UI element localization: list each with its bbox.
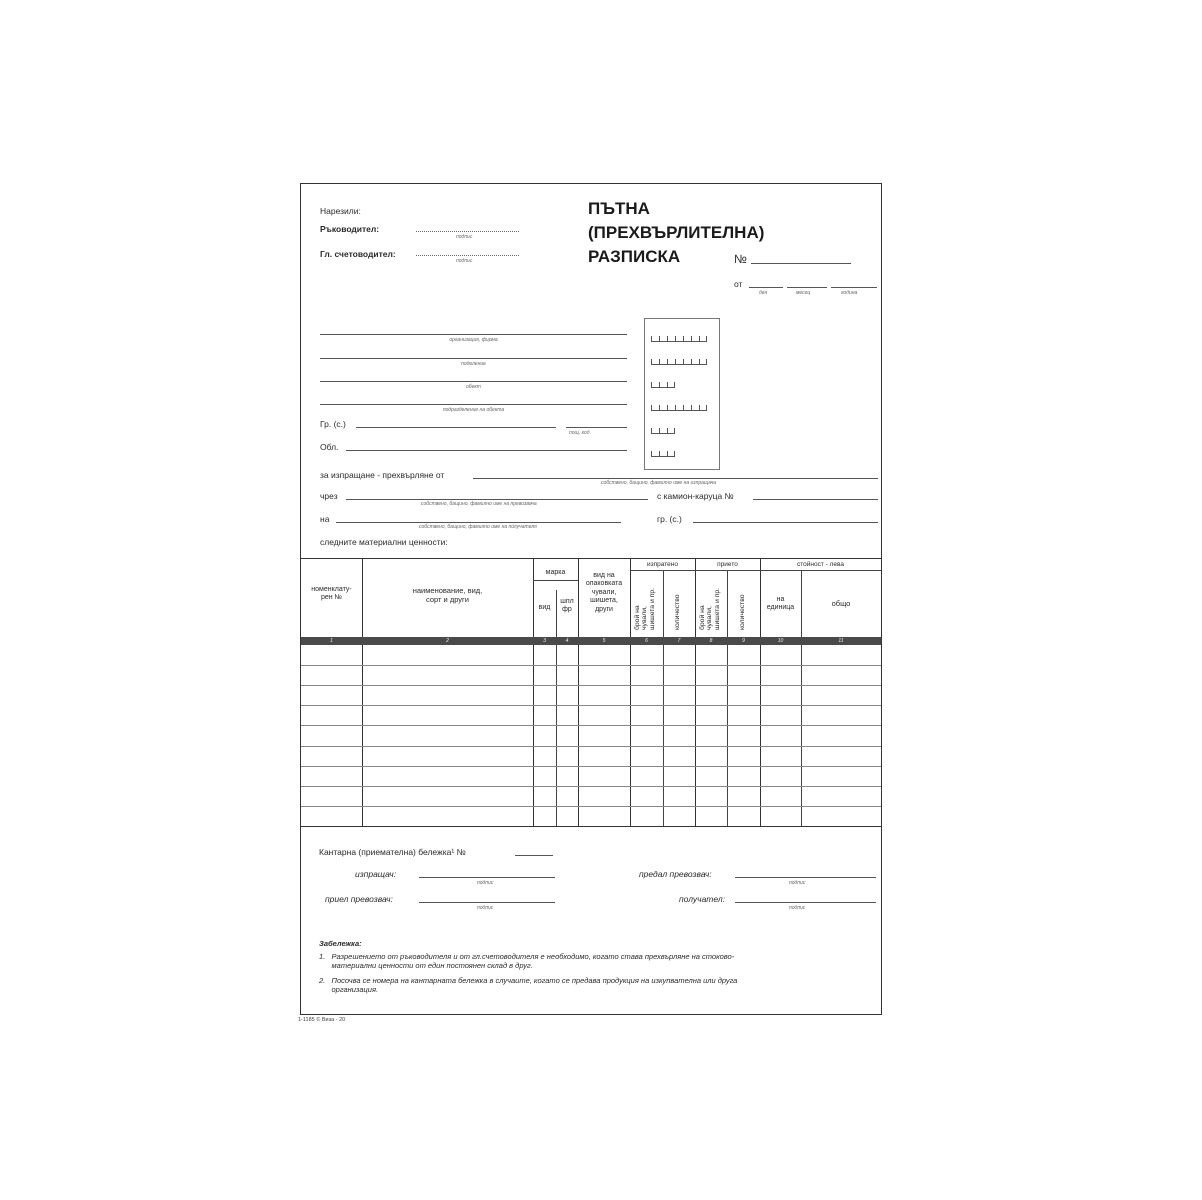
organization-hint: организация, фирма (449, 337, 498, 343)
col-header-opakovka: вид на опаковката чували, шишета, други (585, 572, 623, 613)
note-heading: Забележка: (319, 939, 362, 948)
prevozvach-name-hint: собствено, бащино, фамилно име на превозвача (421, 501, 537, 507)
number-line[interactable] (751, 263, 851, 264)
predal-label: предал превозвач: (639, 869, 712, 879)
izprashtach-name-line[interactable] (473, 478, 878, 479)
den-hint: ден (759, 290, 768, 296)
poluchatel-name-hint: собствено, бащино, фамилно име на получателя (419, 524, 537, 530)
table-row[interactable] (301, 766, 881, 767)
col-number-11: 11 (838, 638, 844, 644)
na-label: на (320, 514, 330, 524)
column-number-bar (301, 637, 881, 645)
note-1: 1. Разрешението от ръководителя и от гл.счетоводителя е необходимо, когато става прехвърляне на стоково- материални ценности от един постоянен склад в друг. (319, 952, 735, 971)
col-divider-10 (801, 570, 802, 826)
group-header-izprateno: изпратено (647, 561, 678, 568)
title-line-3: РАЗПИСКА (588, 247, 681, 266)
code-boxes-panel (644, 318, 720, 470)
table-row[interactable] (301, 746, 881, 747)
table-bottom-border (301, 826, 881, 827)
izprashtach-signature-line[interactable] (419, 877, 555, 878)
footer-code: 1-1185 © Виза - 20 (298, 1017, 346, 1023)
table-row[interactable] (301, 806, 881, 807)
table-row[interactable] (301, 665, 881, 666)
col-number-9: 9 (742, 638, 745, 644)
priel-signature-hint: подпис (477, 905, 494, 911)
kamion-number-line[interactable] (753, 499, 878, 500)
col-header-na-edinica: на единица (766, 596, 795, 612)
mesec-hint: месец (796, 290, 811, 296)
godina-hint: година (841, 290, 858, 296)
priel-signature-line[interactable] (419, 902, 555, 903)
za-izprashtane-label: за изпращане - прехвърляне от (320, 470, 445, 480)
kamion-label: с камион-каруца № (657, 491, 734, 501)
col-header-vid: вид (538, 604, 551, 611)
grad-label: Гр. (с.) (320, 419, 346, 429)
code-boxes-1[interactable] (651, 329, 707, 347)
code-boxes-5[interactable] (651, 421, 675, 439)
chrez-label: чрез (320, 491, 338, 501)
ot-label: от (734, 279, 743, 289)
col-number-2: 2 (446, 638, 449, 644)
table-row[interactable] (301, 685, 881, 686)
izprashtach-signature-hint: подпис (477, 880, 494, 886)
col-header-izpr-kolichestvo: количество (674, 594, 681, 630)
den-line[interactable] (749, 287, 783, 288)
prevozvach-name-line[interactable] (346, 499, 648, 500)
oblast-label: Обл. (320, 442, 339, 452)
mesec-line[interactable] (787, 287, 827, 288)
podrazdelenie-hint: подразделение на обекта (442, 407, 505, 413)
podelenie-line[interactable] (320, 358, 627, 359)
gl-schetovoditel-label: Гл. счетоводител: (320, 249, 396, 259)
priel-label: приел превозвач: (325, 894, 393, 904)
col-header-priet-broy: брой на чували, шишета и пр. (699, 588, 721, 630)
naredili-label: Нарезили: (320, 206, 361, 216)
poluchatel-signature-line[interactable] (735, 902, 876, 903)
kantarna-number-line[interactable] (515, 855, 553, 856)
col-header-obshto: общо (831, 599, 851, 608)
col-number-10: 10 (777, 638, 784, 644)
col-header-marka: марка (545, 569, 566, 576)
title-line-2: (ПРЕХВЪРЛИТЕЛНА) (588, 223, 765, 242)
title-line-1: ПЪТНА (588, 199, 650, 218)
poluchatel-label: получател: (679, 894, 725, 904)
group-header-underline (630, 570, 881, 571)
grad-line[interactable] (356, 427, 556, 428)
table-top-border (301, 558, 881, 559)
table-row[interactable] (301, 725, 881, 726)
postal-code-line[interactable] (566, 427, 627, 428)
col-number-7: 7 (677, 638, 681, 644)
podrazdelenie-line[interactable] (320, 404, 627, 405)
col-number-1: 1 (330, 638, 333, 644)
gl-schetovoditel-line[interactable] (416, 255, 519, 256)
grad2-line[interactable] (693, 522, 878, 523)
col-header-shplfr: шпл фр (560, 598, 574, 614)
kantarna-label: Кантарна (приемателна) бележка¹ № (319, 847, 466, 857)
obekt-line[interactable] (320, 381, 627, 382)
marka-underline (533, 580, 578, 581)
postal-code-hint: пощ. код (569, 430, 590, 436)
godina-line[interactable] (831, 287, 877, 288)
gl-schetovoditel-signature-hint: подпис (456, 258, 473, 264)
code-boxes-6[interactable] (651, 444, 675, 462)
col-divider-8 (727, 570, 728, 826)
form-document (300, 183, 882, 1015)
table-row[interactable] (301, 786, 881, 787)
col-divider-3 (556, 590, 557, 826)
izprashtach-label: изпращач: (355, 869, 397, 879)
organization-line[interactable] (320, 334, 627, 335)
predal-signature-line[interactable] (735, 877, 876, 878)
number-label: № (734, 252, 747, 266)
poluchatel-signature-hint: подпис (789, 905, 806, 911)
code-boxes-3[interactable] (651, 375, 675, 393)
sledni-label: следните материални ценности: (320, 537, 448, 547)
grad2-label: гр. (с.) (657, 514, 682, 524)
code-boxes-2[interactable] (651, 352, 707, 370)
rakovoditel-label: Ръководител: (320, 224, 380, 234)
rakovoditel-line[interactable] (416, 231, 519, 232)
group-header-stoynost: стойност - лева (796, 561, 844, 568)
col-header-priet-kolichestvo: количество (739, 594, 746, 630)
poluchatel-name-line[interactable] (336, 522, 621, 523)
podelenie-hint: поделение (461, 361, 486, 367)
col-number-5: 5 (602, 638, 606, 644)
table-row[interactable] (301, 705, 881, 706)
izprashtach-name-hint: собствено, бащино, фамилно име на изпращача (601, 480, 717, 486)
rakovoditel-signature-hint: подпис (456, 234, 473, 240)
col-header-naimenovanie: наименование, вид, сорт и други (412, 586, 483, 605)
obekt-hint: обект (466, 384, 481, 390)
col-number-8: 8 (709, 638, 713, 644)
oblast-line[interactable] (346, 450, 627, 451)
col-number-4: 4 (565, 638, 569, 644)
predal-signature-hint: подпис (789, 880, 806, 886)
col-number-3: 3 (543, 638, 546, 644)
code-boxes-4[interactable] (651, 398, 707, 416)
col-header-izpr-broy: брой на чували, шишета и пр. (634, 588, 656, 630)
col-number-6: 6 (645, 638, 648, 644)
note-2: 2. Посочва се номера на кантарната бележка в случаите, когато се предава продукция на изкупвателна или друга организация. (319, 976, 738, 995)
col-header-nomenklaturen: номенклату- рен № (311, 586, 352, 602)
group-header-prieto: прието (717, 561, 738, 568)
col-divider-6 (663, 570, 664, 826)
